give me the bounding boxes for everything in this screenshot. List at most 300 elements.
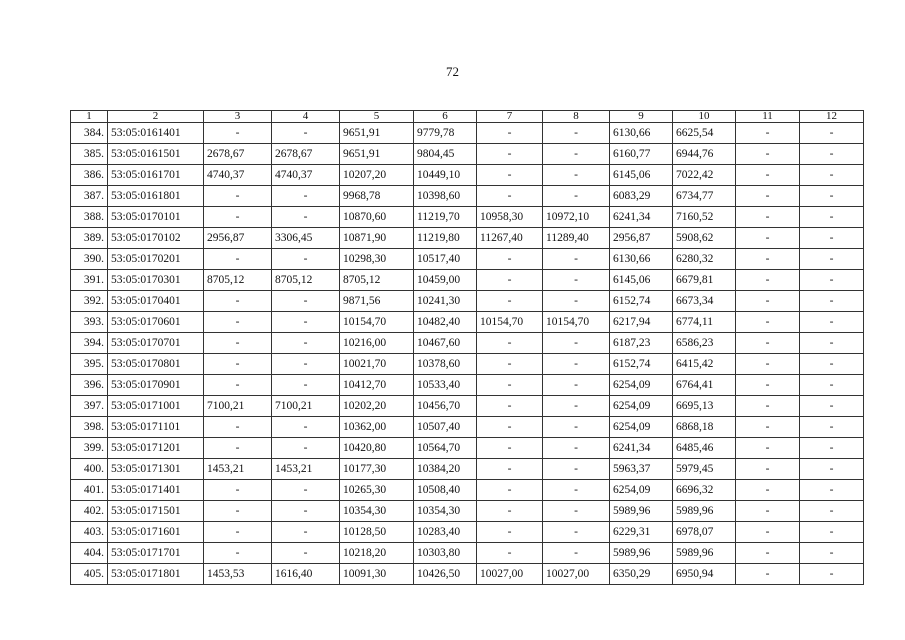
row-number-cell: 399. [71, 438, 108, 459]
value-cell: - [543, 396, 610, 417]
row-number-cell: 402. [71, 501, 108, 522]
column-header-3: 3 [204, 111, 272, 123]
value-cell: - [204, 501, 272, 522]
table-row [71, 417, 864, 438]
value-cell: - [800, 543, 864, 564]
value-cell: - [204, 417, 272, 438]
value-cell: 11289,40 [543, 228, 610, 249]
row-number-cell: 394. [71, 333, 108, 354]
row-number-cell: 400. [71, 459, 108, 480]
value-cell: 10216,00 [340, 333, 414, 354]
row-number-cell: 396. [71, 375, 108, 396]
row-number-cell: 390. [71, 249, 108, 270]
value-cell: - [800, 438, 864, 459]
value-cell: 6241,34 [610, 207, 673, 228]
value-cell: - [477, 186, 543, 207]
value-cell: 6625,54 [673, 123, 736, 144]
table-row [71, 249, 864, 270]
column-header-9: 9 [610, 111, 673, 123]
value-cell: 11219,70 [414, 207, 477, 228]
value-cell: - [204, 522, 272, 543]
value-cell: 6415,42 [673, 354, 736, 375]
value-cell: 6950,94 [673, 564, 736, 585]
value-cell: 10456,70 [414, 396, 477, 417]
value-cell: 6152,74 [610, 354, 673, 375]
value-cell: 10354,30 [414, 501, 477, 522]
cadastral-number-cell: 53:05:0171801 [108, 564, 204, 585]
value-cell: - [477, 333, 543, 354]
value-cell: - [477, 354, 543, 375]
cadastral-number-cell: 53:05:0161701 [108, 165, 204, 186]
value-cell: - [204, 312, 272, 333]
table-row [71, 543, 864, 564]
value-cell: 5908,62 [673, 228, 736, 249]
value-cell: - [272, 417, 340, 438]
value-cell: 5963,37 [610, 459, 673, 480]
value-cell: - [204, 291, 272, 312]
value-cell: - [736, 165, 800, 186]
column-header-2: 2 [108, 111, 204, 123]
value-cell: 10027,00 [477, 564, 543, 585]
value-cell: - [477, 438, 543, 459]
value-cell: - [800, 564, 864, 585]
value-cell: - [477, 375, 543, 396]
value-cell: - [543, 522, 610, 543]
table-row [71, 459, 864, 480]
value-cell: 10027,00 [543, 564, 610, 585]
value-cell: 9651,91 [340, 123, 414, 144]
value-cell: - [800, 396, 864, 417]
table-row [71, 396, 864, 417]
value-cell: 10398,60 [414, 186, 477, 207]
value-cell: 6679,81 [673, 270, 736, 291]
value-cell: - [543, 501, 610, 522]
row-number-cell: 405. [71, 564, 108, 585]
table-row [71, 312, 864, 333]
value-cell: 9651,91 [340, 144, 414, 165]
value-cell: - [800, 417, 864, 438]
value-cell: - [204, 249, 272, 270]
value-cell: - [204, 543, 272, 564]
value-cell: - [736, 522, 800, 543]
value-cell: - [736, 291, 800, 312]
value-cell: - [272, 375, 340, 396]
value-cell: - [272, 543, 340, 564]
column-header-10: 10 [673, 111, 736, 123]
value-cell: 1453,21 [272, 459, 340, 480]
cadastral-number-cell: 53:05:0171201 [108, 438, 204, 459]
value-cell: 10298,30 [340, 249, 414, 270]
value-cell: - [736, 249, 800, 270]
value-cell: 9779,78 [414, 123, 477, 144]
row-number-cell: 389. [71, 228, 108, 249]
value-cell: - [736, 396, 800, 417]
value-cell: - [272, 438, 340, 459]
value-cell: 6868,18 [673, 417, 736, 438]
value-cell: - [543, 543, 610, 564]
value-cell: 1453,53 [204, 564, 272, 585]
value-cell: 10508,40 [414, 480, 477, 501]
value-cell: - [800, 270, 864, 291]
value-cell: 10420,80 [340, 438, 414, 459]
row-number-cell: 393. [71, 312, 108, 333]
value-cell: - [800, 207, 864, 228]
value-cell: 9871,56 [340, 291, 414, 312]
value-cell: - [543, 438, 610, 459]
value-cell: 6130,66 [610, 249, 673, 270]
value-cell: - [800, 333, 864, 354]
value-cell: - [272, 123, 340, 144]
value-cell: - [800, 375, 864, 396]
value-cell: - [736, 333, 800, 354]
value-cell: - [204, 207, 272, 228]
value-cell: 10154,70 [477, 312, 543, 333]
value-cell: 6774,11 [673, 312, 736, 333]
value-cell: 10564,70 [414, 438, 477, 459]
value-cell: 10378,60 [414, 354, 477, 375]
value-cell: - [272, 501, 340, 522]
value-cell: - [736, 186, 800, 207]
value-cell: - [800, 249, 864, 270]
value-cell: 10871,90 [340, 228, 414, 249]
value-cell: 10426,50 [414, 564, 477, 585]
value-cell: 6130,66 [610, 123, 673, 144]
value-cell: 5989,96 [610, 543, 673, 564]
value-cell: 3306,45 [272, 228, 340, 249]
value-cell: 10128,50 [340, 522, 414, 543]
value-cell: - [204, 333, 272, 354]
value-cell: - [272, 207, 340, 228]
value-cell: 10218,20 [340, 543, 414, 564]
value-cell: - [272, 333, 340, 354]
value-cell: - [477, 522, 543, 543]
value-cell: 2678,67 [272, 144, 340, 165]
value-cell: 10958,30 [477, 207, 543, 228]
value-cell: 10207,20 [340, 165, 414, 186]
value-cell: - [543, 417, 610, 438]
table-row [71, 270, 864, 291]
value-cell: - [543, 270, 610, 291]
value-cell: 10091,30 [340, 564, 414, 585]
value-cell: - [543, 375, 610, 396]
value-cell: 6254,09 [610, 396, 673, 417]
cadastral-number-cell: 53:05:0170901 [108, 375, 204, 396]
value-cell: 10412,70 [340, 375, 414, 396]
value-cell: 10283,40 [414, 522, 477, 543]
cadastral-number-cell: 53:05:0170301 [108, 270, 204, 291]
row-number-cell: 401. [71, 480, 108, 501]
column-header-8: 8 [543, 111, 610, 123]
value-cell: 1616,40 [272, 564, 340, 585]
value-cell: - [736, 564, 800, 585]
value-cell: - [543, 291, 610, 312]
value-cell: - [736, 207, 800, 228]
header-row [71, 111, 864, 123]
value-cell: 6217,94 [610, 312, 673, 333]
value-cell: 11219,80 [414, 228, 477, 249]
row-number-cell: 392. [71, 291, 108, 312]
value-cell: - [543, 123, 610, 144]
value-cell: 10449,10 [414, 165, 477, 186]
value-cell: 6254,09 [610, 480, 673, 501]
cadastral-number-cell: 53:05:0171301 [108, 459, 204, 480]
cadastral-number-cell: 53:05:0170102 [108, 228, 204, 249]
value-cell: - [272, 312, 340, 333]
value-cell: 5989,96 [673, 543, 736, 564]
row-number-cell: 384. [71, 123, 108, 144]
column-header-11: 11 [736, 111, 800, 123]
cadastral-number-cell: 53:05:0170101 [108, 207, 204, 228]
value-cell: 6695,13 [673, 396, 736, 417]
value-cell: - [736, 375, 800, 396]
value-cell: - [800, 354, 864, 375]
value-cell: 6485,46 [673, 438, 736, 459]
value-cell: - [736, 480, 800, 501]
value-cell: - [477, 480, 543, 501]
table-row [71, 480, 864, 501]
table-row [71, 354, 864, 375]
value-cell: - [204, 480, 272, 501]
table-row [71, 501, 864, 522]
value-cell: 10021,70 [340, 354, 414, 375]
value-cell: - [543, 249, 610, 270]
cadastral-number-cell: 53:05:0170201 [108, 249, 204, 270]
value-cell: - [272, 186, 340, 207]
value-cell: 8705,12 [204, 270, 272, 291]
value-cell: - [204, 375, 272, 396]
value-cell: - [543, 333, 610, 354]
value-cell: - [477, 165, 543, 186]
column-header-1: 1 [71, 111, 108, 123]
value-cell: - [736, 438, 800, 459]
value-cell: 9968,78 [340, 186, 414, 207]
value-cell: - [272, 480, 340, 501]
value-cell: - [736, 144, 800, 165]
column-header-12: 12 [800, 111, 864, 123]
value-cell: - [272, 291, 340, 312]
value-cell: 2956,87 [204, 228, 272, 249]
value-cell: 10459,00 [414, 270, 477, 291]
value-cell: 7022,42 [673, 165, 736, 186]
table-row [71, 375, 864, 396]
value-cell: 6187,23 [610, 333, 673, 354]
value-cell: 6673,34 [673, 291, 736, 312]
value-cell: - [800, 459, 864, 480]
value-cell: 10517,40 [414, 249, 477, 270]
value-cell: - [477, 543, 543, 564]
value-cell: 4740,37 [204, 165, 272, 186]
value-cell: 10467,60 [414, 333, 477, 354]
value-cell: 5989,96 [610, 501, 673, 522]
value-cell: 10354,30 [340, 501, 414, 522]
value-cell: - [800, 228, 864, 249]
value-cell: - [477, 123, 543, 144]
value-cell: - [477, 459, 543, 480]
value-cell: 10533,40 [414, 375, 477, 396]
value-cell: - [204, 354, 272, 375]
table-row [71, 123, 864, 144]
value-cell: 6254,09 [610, 375, 673, 396]
value-cell: 6734,77 [673, 186, 736, 207]
value-cell: 8705,12 [272, 270, 340, 291]
cadastral-number-cell: 53:05:0170601 [108, 312, 204, 333]
row-number-cell: 388. [71, 207, 108, 228]
value-cell: 6978,07 [673, 522, 736, 543]
value-cell: 6241,34 [610, 438, 673, 459]
value-cell: - [204, 186, 272, 207]
value-cell: - [800, 291, 864, 312]
value-cell: - [543, 354, 610, 375]
cadastral-number-cell: 53:05:0171401 [108, 480, 204, 501]
row-number-cell: 391. [71, 270, 108, 291]
value-cell: 10303,80 [414, 543, 477, 564]
row-number-cell: 387. [71, 186, 108, 207]
value-cell: 10177,30 [340, 459, 414, 480]
value-cell: - [477, 417, 543, 438]
value-cell: 7100,21 [272, 396, 340, 417]
value-cell: 6350,29 [610, 564, 673, 585]
value-cell: 6145,06 [610, 165, 673, 186]
cadastral-number-cell: 53:05:0170701 [108, 333, 204, 354]
row-number-cell: 397. [71, 396, 108, 417]
value-cell: 10241,30 [414, 291, 477, 312]
value-cell: 10482,40 [414, 312, 477, 333]
cadastral-number-cell: 53:05:0171701 [108, 543, 204, 564]
row-number-cell: 386. [71, 165, 108, 186]
value-cell: - [543, 186, 610, 207]
cadastral-number-cell: 53:05:0171501 [108, 501, 204, 522]
value-cell: - [477, 396, 543, 417]
value-cell: - [800, 165, 864, 186]
value-cell: 11267,40 [477, 228, 543, 249]
value-cell: 10154,70 [340, 312, 414, 333]
value-cell: 6152,74 [610, 291, 673, 312]
value-cell: 6160,77 [610, 144, 673, 165]
value-cell: - [736, 312, 800, 333]
value-cell: - [736, 123, 800, 144]
table-row [71, 207, 864, 228]
column-header-4: 4 [272, 111, 340, 123]
value-cell: 6586,23 [673, 333, 736, 354]
row-number-cell: 404. [71, 543, 108, 564]
value-cell: - [800, 501, 864, 522]
table-row [71, 144, 864, 165]
table-row [71, 291, 864, 312]
row-number-cell: 403. [71, 522, 108, 543]
value-cell: - [800, 186, 864, 207]
column-header-6: 6 [414, 111, 477, 123]
value-cell: 1453,21 [204, 459, 272, 480]
value-cell: - [272, 249, 340, 270]
value-cell: - [736, 228, 800, 249]
value-cell: 5979,45 [673, 459, 736, 480]
cadastral-number-cell: 53:05:0170801 [108, 354, 204, 375]
value-cell: - [204, 123, 272, 144]
value-cell: - [477, 291, 543, 312]
cadastral-number-cell: 53:05:0161801 [108, 186, 204, 207]
row-number-cell: 395. [71, 354, 108, 375]
value-cell: - [800, 123, 864, 144]
table-row [71, 438, 864, 459]
value-cell: 10154,70 [543, 312, 610, 333]
value-cell: - [204, 438, 272, 459]
row-number-cell: 385. [71, 144, 108, 165]
value-cell: - [800, 480, 864, 501]
value-cell: 10384,20 [414, 459, 477, 480]
page-number: 72 [446, 64, 459, 79]
value-cell: - [272, 354, 340, 375]
value-cell: 10202,20 [340, 396, 414, 417]
value-cell: - [477, 144, 543, 165]
value-cell: 10265,30 [340, 480, 414, 501]
value-cell: - [543, 480, 610, 501]
value-cell: 6944,76 [673, 144, 736, 165]
value-cell: - [736, 270, 800, 291]
cadastral-value-table [70, 110, 864, 585]
value-cell: - [800, 144, 864, 165]
value-cell: 2678,67 [204, 144, 272, 165]
value-cell: 6083,29 [610, 186, 673, 207]
value-cell: 6764,41 [673, 375, 736, 396]
value-cell: - [736, 354, 800, 375]
table-row [71, 564, 864, 585]
value-cell: 9804,45 [414, 144, 477, 165]
value-cell: 6229,31 [610, 522, 673, 543]
cadastral-number-cell: 53:05:0161501 [108, 144, 204, 165]
value-cell: 10972,10 [543, 207, 610, 228]
row-number-cell: 398. [71, 417, 108, 438]
value-cell: - [800, 312, 864, 333]
value-cell: 6145,06 [610, 270, 673, 291]
cadastral-number-cell: 53:05:0171101 [108, 417, 204, 438]
table-body [71, 123, 864, 585]
table-row [71, 228, 864, 249]
value-cell: - [736, 501, 800, 522]
value-cell: 6254,09 [610, 417, 673, 438]
cadastral-number-cell: 53:05:0170401 [108, 291, 204, 312]
column-header-7: 7 [477, 111, 543, 123]
cadastral-number-cell: 53:05:0161401 [108, 123, 204, 144]
cadastral-number-cell: 53:05:0171001 [108, 396, 204, 417]
value-cell: - [543, 144, 610, 165]
value-cell: - [477, 270, 543, 291]
value-cell: - [543, 459, 610, 480]
value-cell: 2956,87 [610, 228, 673, 249]
value-cell: - [736, 417, 800, 438]
value-cell: 7100,21 [204, 396, 272, 417]
value-cell: 10507,40 [414, 417, 477, 438]
value-cell: 8705,12 [340, 270, 414, 291]
column-header-5: 5 [340, 111, 414, 123]
value-cell: - [477, 501, 543, 522]
value-cell: - [800, 522, 864, 543]
value-cell: 10870,60 [340, 207, 414, 228]
value-cell: 7160,52 [673, 207, 736, 228]
cadastral-number-cell: 53:05:0171601 [108, 522, 204, 543]
table-row [71, 333, 864, 354]
table-row [71, 165, 864, 186]
value-cell: - [272, 522, 340, 543]
value-cell: 4740,37 [272, 165, 340, 186]
value-cell: - [736, 543, 800, 564]
value-cell: - [736, 459, 800, 480]
table-row [71, 186, 864, 207]
value-cell: 10362,00 [340, 417, 414, 438]
value-cell: 5989,96 [673, 501, 736, 522]
table-row [71, 522, 864, 543]
value-cell: - [477, 249, 543, 270]
value-cell: 6280,32 [673, 249, 736, 270]
